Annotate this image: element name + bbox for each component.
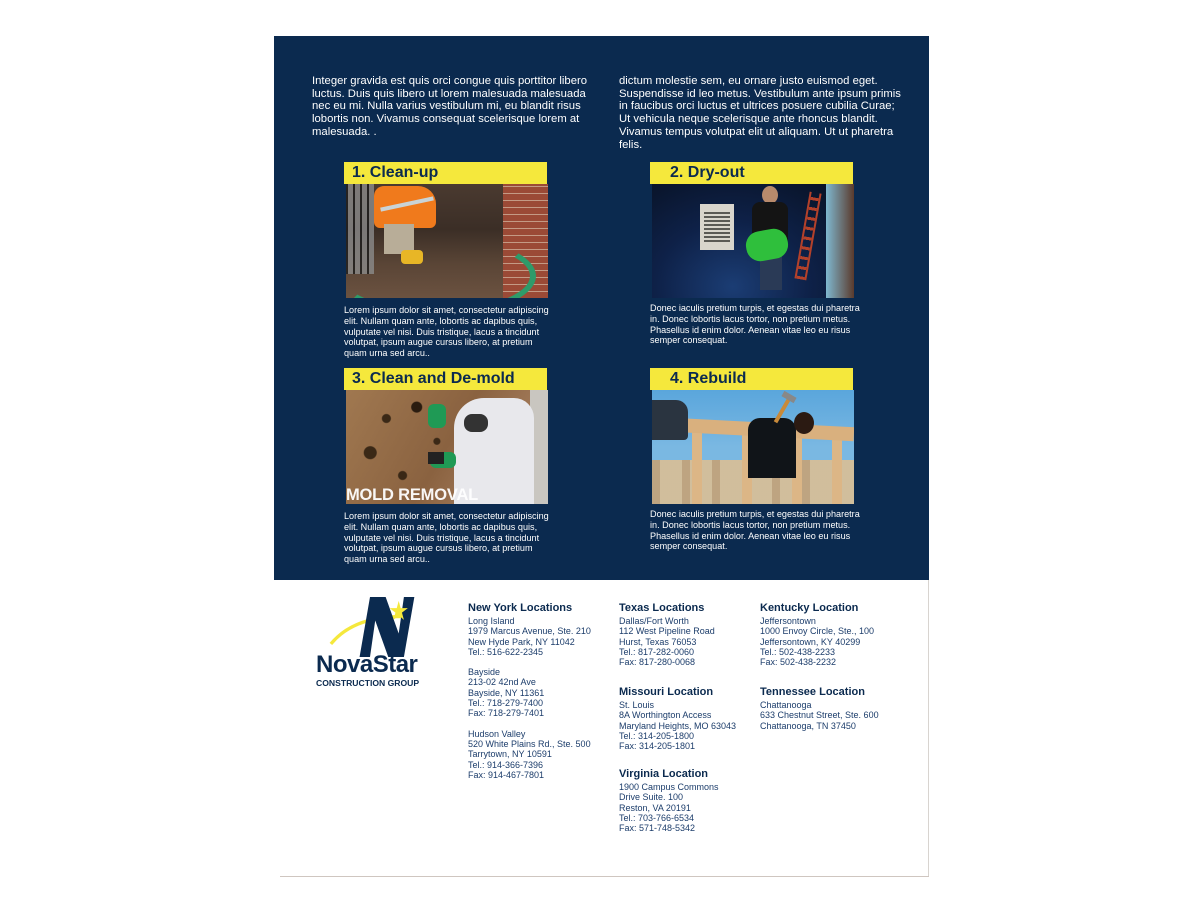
step-description: Donec iaculis pretium turpis, et egestas dui pharetra in. Donec lobortis lacus tortor, non pretium metus. Phasellus id enim dolor. Aenean vitae leo eu risus semper consequat. bbox=[650, 303, 860, 346]
step-description: Donec iaculis pretium turpis, et egestas dui pharetra in. Donec lobortis lacus tortor, non pretium metus. Phasellus id enim dolor. Aenean vitae leo eu risus semper consequat. bbox=[650, 509, 860, 552]
office-city: Chattanooga, TN 37450 bbox=[760, 720, 856, 731]
star-n-logo-icon bbox=[300, 597, 440, 657]
office-fax: Fax: 718-279-7401 bbox=[468, 708, 545, 719]
worker-carrying-air-mover-photo bbox=[652, 184, 854, 298]
texas-locations bbox=[619, 601, 715, 667]
novastar-logo bbox=[300, 597, 445, 689]
office-phone: Tel.: 718-279-7400 bbox=[468, 698, 544, 709]
office-city: Maryland Heights, MO 63043 bbox=[619, 720, 737, 731]
office-city: Tarrytown, NY 10591 bbox=[468, 749, 552, 760]
office-fax: Fax: 914-467-7801 bbox=[468, 769, 545, 780]
step-title: 3. Clean and De-mold bbox=[344, 368, 547, 390]
page-edge-shadow bbox=[280, 876, 929, 877]
office-phone: Tel.: 914-366-7396 bbox=[468, 759, 544, 770]
office-city: Jeffersontown, KY 40299 bbox=[760, 636, 861, 647]
step-title: 4. Rebuild bbox=[650, 368, 853, 390]
virginia-location bbox=[619, 767, 719, 833]
office-fax: Fax: 817-280-0068 bbox=[619, 657, 696, 668]
intro-paragraph-left: Integer gravida est quis orci congue quis porttitor libero luctus. Duis quis libero ut lorem malesuada malesuada nec eu mi. Nulla varius vestibulum mi, eu blandit risus lobortis non. Vivamus consequat scelerisque lorem at malesuada. . bbox=[312, 75, 588, 138]
office-name: Hudson Valley bbox=[468, 728, 526, 739]
location-heading: Tennessee Location bbox=[760, 686, 865, 698]
office-address: 112 West Pipeline Road bbox=[619, 626, 715, 637]
office-city: Reston, VA 20191 bbox=[619, 802, 691, 813]
office-address: 1979 Marcus Avenue, Ste. 210 bbox=[468, 626, 591, 637]
office-address: 1000 Envoy Circle, Ste., 100 bbox=[760, 626, 875, 637]
logo-subtitle: CONSTRUCTION GROUP bbox=[316, 678, 420, 688]
kentucky-location bbox=[760, 601, 874, 667]
step-title: 1. Clean-up bbox=[344, 162, 547, 184]
page-edge-shadow bbox=[928, 580, 929, 877]
office-name: Chattanooga bbox=[760, 700, 812, 710]
office-name: Bayside bbox=[468, 667, 501, 678]
office-address: 8A Worthington Access bbox=[619, 710, 712, 721]
office-name: Long Island bbox=[468, 616, 515, 626]
step-title: 2. Dry-out bbox=[650, 162, 853, 184]
location-heading: Kentucky Location bbox=[760, 602, 859, 614]
office-fax: Fax: 571-748-5342 bbox=[619, 823, 696, 834]
intro-paragraph-right: dictum molestie sem, eu ornare justo euismod eget. Suspendisse id leo metus. Vestibulum ante ipsum primis in faucibus orci luctus et ultrices posuere cubilia Curae; Ut vehicula neque scelerisque ante rhoncus blandit. Vivamus tempus volutpat elit ut aliquam. Ut ut pharetra felis. bbox=[619, 75, 901, 151]
office-phone: Tel.: 502-438-2233 bbox=[760, 646, 836, 657]
office-city: New Hyde Park, NY 11042 bbox=[468, 636, 575, 647]
office-phone: Tel.: 703-766-6534 bbox=[619, 812, 695, 823]
step-description: Lorem ipsum dolor sit amet, consectetur adipiscing elit. Nullam quam ante, lobortis ac dapibus quis, vulputate vel nisi. Duis tristique, lacus a tincidunt volutpat, ipsum augue cursus libero, at pretium quam urna sed arcu.. bbox=[344, 305, 549, 359]
office-phone: Tel.: 817-282-0060 bbox=[619, 646, 695, 657]
step-description: Lorem ipsum dolor sit amet, consectetur adipiscing elit. Nullam quam ante, lobortis ac dapibus quis, vulputate vel nisi. Duis tristique, lacus a tincidunt volutpat, ipsum augue cursus libero, at pretium quam urna sed arcu.. bbox=[344, 511, 549, 565]
office-address: 520 White Plains Rd., Ste. 500 bbox=[468, 738, 591, 749]
new-york-locations bbox=[468, 601, 591, 780]
step-clean-up bbox=[344, 162, 554, 359]
missouri-location bbox=[619, 685, 736, 751]
worker-pumping-water-photo bbox=[346, 184, 548, 298]
office-name: St. Louis bbox=[619, 700, 655, 710]
step-rebuild bbox=[650, 368, 860, 552]
office-address: 633 Chestnut Street, Ste. 600 bbox=[760, 710, 879, 721]
location-heading: Virginia Location bbox=[619, 768, 709, 780]
office-name: Dallas/Fort Worth bbox=[619, 616, 689, 626]
office-fax: Fax: 502-438-2232 bbox=[760, 657, 837, 668]
framing-construction-photo bbox=[652, 390, 854, 504]
office-phone: Tel.: 314-205-1800 bbox=[619, 730, 695, 741]
office-address: 1900 Campus Commons bbox=[619, 782, 719, 792]
office-city: Hurst, Texas 76053 bbox=[619, 636, 697, 647]
step-clean-and-de-mold bbox=[344, 368, 554, 565]
location-heading: Texas Locations bbox=[619, 602, 705, 614]
office-phone: Tel.: 516-622-2345 bbox=[468, 646, 544, 657]
office-fax: Fax: 314-205-1801 bbox=[619, 741, 696, 752]
location-heading: Missouri Location bbox=[619, 686, 714, 698]
office-name: Jeffersontown bbox=[760, 616, 816, 626]
office-address: 213-02 42nd Ave bbox=[468, 677, 536, 688]
office-address: Drive Suite. 100 bbox=[619, 792, 684, 803]
location-heading: New York Locations bbox=[468, 602, 573, 614]
photo-overlay-caption: MOLD REMOVAL bbox=[346, 486, 479, 504]
office-city: Bayside, NY 11361 bbox=[468, 687, 545, 698]
mold-removal-worker-photo bbox=[346, 390, 548, 504]
logo-wordmark: NovaStar bbox=[316, 651, 418, 678]
tennessee-location bbox=[760, 685, 879, 731]
step-dry-out bbox=[650, 162, 860, 346]
